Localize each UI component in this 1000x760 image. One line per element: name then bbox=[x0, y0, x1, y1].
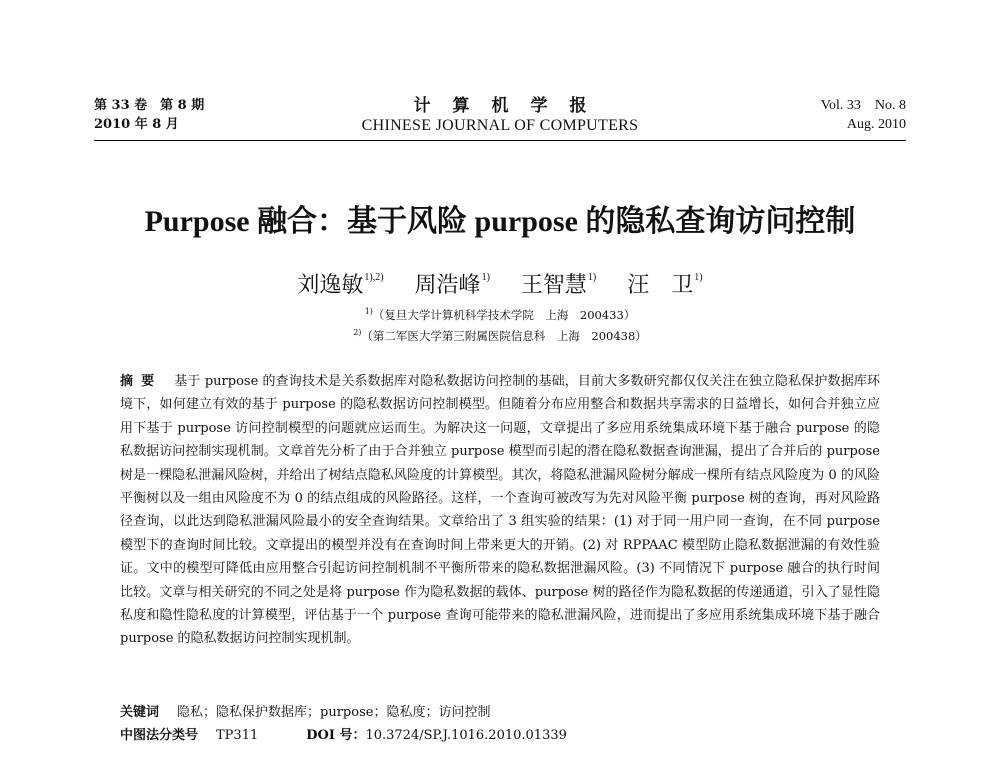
date-cn: 2010 年 8 月 bbox=[94, 117, 179, 132]
author: 汪 卫$^{1)}$ bbox=[627, 272, 703, 298]
date-en: Aug. 2010 bbox=[846, 117, 906, 132]
keywords-label: 关键词 bbox=[120, 705, 160, 720]
abstract-label: 摘要 bbox=[120, 374, 163, 389]
author-list bbox=[0, 268, 1000, 299]
classification-code: TP311 bbox=[216, 728, 259, 743]
doi-label: DOI 号： bbox=[306, 728, 366, 743]
journal-name-en: CHINESE JOURNAL OF COMPUTERS bbox=[361, 117, 639, 134]
classification-label: 中图法分类号 bbox=[120, 728, 199, 743]
journal-header bbox=[94, 96, 906, 140]
doi-value: 10.3724/SP.J.1016.2010.01339 bbox=[365, 728, 567, 743]
journal-name-cn: 计算机学报 bbox=[413, 96, 609, 116]
header-right bbox=[821, 96, 906, 134]
affiliation: $^{1)}$（复旦大学计算机科学技术学院 上海 200433） bbox=[364, 307, 636, 322]
keywords-text: 隐私；隐私保护数据库；purpose；隐私度；访问控制 bbox=[177, 705, 491, 720]
abstract bbox=[120, 370, 880, 651]
author: 刘逸敏$^{1),2)}$ bbox=[297, 272, 384, 298]
classification bbox=[120, 724, 567, 743]
keywords bbox=[120, 701, 490, 720]
header-rule bbox=[94, 140, 906, 141]
author: 周浩峰$^{1)}$ bbox=[414, 272, 490, 298]
author: 王智慧$^{1)}$ bbox=[520, 272, 597, 298]
header-center bbox=[94, 96, 906, 136]
volume-cn: 第 33 卷 第 8 期 bbox=[94, 98, 205, 113]
volume-en: Vol. 33 No. 8 bbox=[820, 98, 906, 113]
paper-title: Purpose 融合：基于风险 purpose 的隐私查询访问控制 bbox=[144, 205, 856, 238]
affiliation: $^{2)}$（第二军医大学第三附属医院信息科 上海 200438） bbox=[353, 328, 647, 343]
abstract-text: 基于 purpose 的查询技术是关系数据库对隐私数据访问控制的基础，目前大多数研究都仅仅关注在独立隐私保护数据库环境下，如何建立有效的基于 purpose 的隐私数据访问控制模型。但随着分布应用整合和数据共享需求的日益增长，如何合并独立应用下基于 purpose 访问控制模型的问题就应运而生。为解决这一问题，文章提出了多应用系统集成环境下基于融合 purpose 的隐私数据访问控制实现机制。文章首先分析了由于合并独立 purpose 模型而引起的潜在隐私数据查询泄漏，提出了合并后的 purpose 树是一棵隐私泄漏风险树，并给出了树结点隐私风险度的计算模型。其次，将隐私泄漏风险树分解成一棵所有结点风险度为 0 的风险平衡树以及一组由风险度不为 0 的结点组成的风险路径。这样，一个查询可被改写为先对风险平衡 purpose 树的查询，再对风险路径查询，以此达到隐私泄漏风险最小的安全查询结果。文章给出了 3 组实验的结果：(1) 对于同一用户同一查询，在不同 purpose 模型下的查询时间比较。文章提出的模型并没有在查询时间上带来更大的开销。(2) 对 RPPAAC 模型防止隐私数据泄漏的有效性验证。文中的模型可降低由应用整合引起访问控制机制不平衡所带来的隐私数据泄漏风险。(3) 不同情况下 purpose 融合的执行时间比较。文章与相关研究的不同之处是将 purpose 作为隐私数据的载体、purpose 树的路径作为隐私数据的传递通道，引入了显性隐私度和隐性隐私度的计算模型，评估基于一个 purpose 查询可能带来的隐私泄漏风险，进而提出了多应用系统集成环境下基于融合 purpose 的隐私数据访问控制实现机制。 bbox=[120, 374, 880, 647]
